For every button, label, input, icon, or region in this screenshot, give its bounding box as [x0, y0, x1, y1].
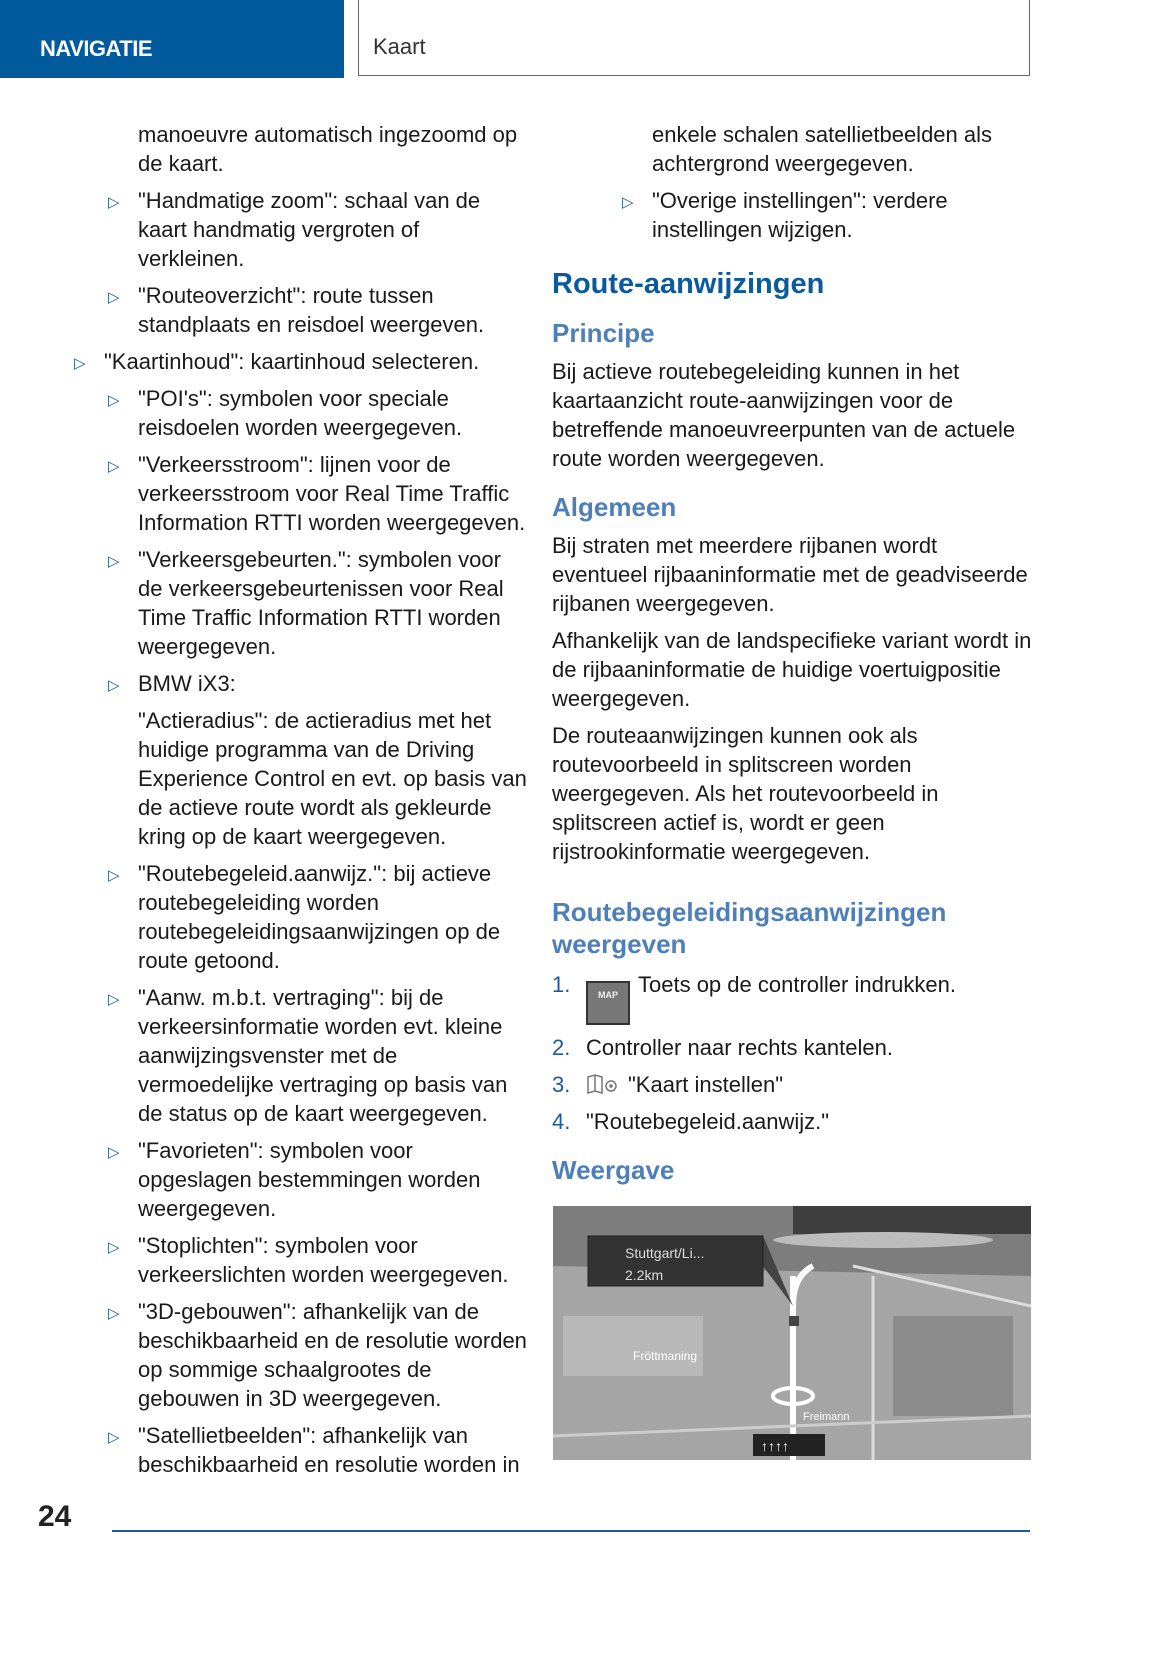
list-item: ▷ "Stoplichten": symbolen voor verkeerslichten worden weergegeven.	[108, 1233, 509, 1287]
right-column	[552, 120, 1032, 1194]
list-item: ▷ "Verkeersgebeurten.": symbolen voor de verkeersgebeurtenissen voor Real Time Traffic Information RTTI worden weergegeven.	[108, 547, 504, 659]
list-item: ▷ "POI's": symbolen voor speciale reisdoelen worden weergegeven.	[108, 386, 463, 440]
paragraph: De routeaanwijzingen kunnen ook als routevoorbeeld in splitscreen worden weergegeven. Als het routevoorbeeld in splitscreen actief is, wordt er geen rijstrookinformatie weergegeven.	[552, 723, 939, 864]
triangle-bullet-icon: ▷	[108, 867, 120, 884]
triangle-bullet-icon: ▷	[108, 1429, 120, 1446]
footer-divider	[112, 1530, 1030, 1532]
section-header	[0, 0, 344, 78]
map-button-icon: MAP	[586, 981, 630, 1025]
subheading-weergave: Weergave	[552, 1155, 675, 1185]
triangle-bullet-icon: ▷	[622, 194, 634, 211]
triangle-bullet-icon: ▷	[108, 289, 120, 306]
steps-list	[552, 970, 1032, 1136]
settings-list	[60, 186, 530, 1479]
paragraph: Bij actieve routebegeleiding kunnen in het kaartaanzicht route-aanwijzingen voor de betreffende manoeuvreerpunten van de actuele route worden weergegeven.	[552, 359, 1016, 471]
triangle-bullet-icon: ▷	[108, 1239, 120, 1256]
list-item: ▷ "Aanw. m.b.t. vertraging": bij de verkeersinformatie worden evt. kleine aanwijzingsvenster met de vermoedelijke vertraging op basis van de status op de kaart weergegeven.	[108, 985, 508, 1126]
list-item: ▷ "Kaartinhoud": kaartinhoud selecteren.	[60, 347, 530, 376]
step-3: 3. "Kaart instellen"	[552, 1072, 784, 1097]
topic-title: Kaart	[373, 34, 426, 59]
continued-text: enkele schalen satellietbeelden als achtergrond weergegeven.	[652, 122, 993, 176]
map-settings-icon	[586, 1073, 620, 1095]
left-column	[60, 120, 530, 1487]
topic-header	[358, 0, 1030, 76]
list-item: ▷ "Routeoverzicht": route tussen standplaats en reisdoel weergeven.	[108, 283, 485, 337]
continued-text: manoeuvre automatisch ingezoomd op de kaart.	[138, 122, 518, 176]
navigation-screenshot	[553, 1206, 1031, 1460]
subheading-algemeen: Algemeen	[552, 492, 677, 522]
triangle-bullet-icon: ▷	[108, 392, 120, 409]
triangle-bullet-icon: ▷	[108, 677, 120, 694]
list-item: ▷ "Overige instellingen": verdere instellingen wijzigen.	[622, 188, 948, 242]
paragraph: Bij straten met meerdere rijbanen wordt eventueel rijbaaninformatie met de geadviseerde rijbanen weergegeven.	[552, 533, 1028, 616]
list-item: ▷ "Routebegeleid.aanwijz.": bij actieve routebegeleiding worden routebegeleidingsaanwijzingen op de route getoond.	[108, 861, 501, 973]
subheading-principe: Principe	[552, 318, 655, 348]
triangle-bullet-icon: ▷	[108, 553, 120, 570]
step-2: 2. Controller naar rechts kantelen.	[552, 1035, 893, 1060]
triangle-bullet-icon: ▷	[108, 458, 120, 475]
triangle-bullet-icon: ▷	[108, 1305, 120, 1322]
svg-text:Stuttgart/Li...: Stuttgart/Li...	[625, 1245, 705, 1261]
map-illustration	[553, 1206, 1031, 1460]
triangle-bullet-icon: ▷	[108, 991, 120, 1008]
section-heading: Route-aanwijzingen	[552, 268, 825, 300]
list-item: ▷ "Favorieten": symbolen voor opgeslagen bestemmingen worden weergegeven.	[108, 1138, 481, 1221]
svg-text:Freimann: Freimann	[803, 1411, 850, 1423]
paragraph: Afhankelijk van de landspecifieke variant wordt in de rijbaaninformatie de huidige voertuigpositie weergegeven.	[552, 628, 1032, 711]
triangle-bullet-icon: ▷	[108, 194, 120, 211]
triangle-bullet-icon: ▷	[74, 355, 86, 372]
svg-text:↑↑↑↑: ↑↑↑↑	[761, 1438, 789, 1454]
list-item: ▷ "Handmatige zoom": schaal van de kaart handmatig vergroten of verkleinen.	[108, 188, 481, 271]
triangle-bullet-icon: ▷	[108, 1144, 120, 1161]
subheading-steps: Routebegeleidingsaanwijzingen weergeven	[552, 897, 947, 959]
section-title: NAVIGATIE	[40, 36, 153, 61]
list-item: "Actieradius": de actieradius met het huidige programma van de Driving Experience Control en evt. op basis van de actieve route wordt als gekleurde kring op de kaart weergegeven.	[138, 708, 527, 849]
svg-text:Fröttmaning: Fröttmaning	[633, 1349, 698, 1363]
list-item: ▷ "3D-gebouwen": afhankelijk van de beschikbaarheid en de resolutie worden op sommige schaalgrootes de gebouwen in 3D weergegeven.	[108, 1299, 527, 1411]
step-1: 1. MAP Toets op de controller indrukken.	[552, 970, 1032, 1025]
list-item: ▷ "Verkeersstroom": lijnen voor de verkeersstroom voor Real Time Traffic Information RTTI worden weergegeven.	[108, 452, 526, 535]
list-item: ▷ "Satellietbeelden": afhankelijk van beschikbaarheid en resolutie worden in	[108, 1423, 520, 1477]
page-number: 24	[38, 1500, 72, 1533]
step-4: 4. "Routebegeleid.aanwijz."	[552, 1109, 830, 1134]
list-item: ▷ BMW iX3:	[60, 669, 530, 698]
svg-text:2.2km: 2.2km	[625, 1267, 664, 1283]
